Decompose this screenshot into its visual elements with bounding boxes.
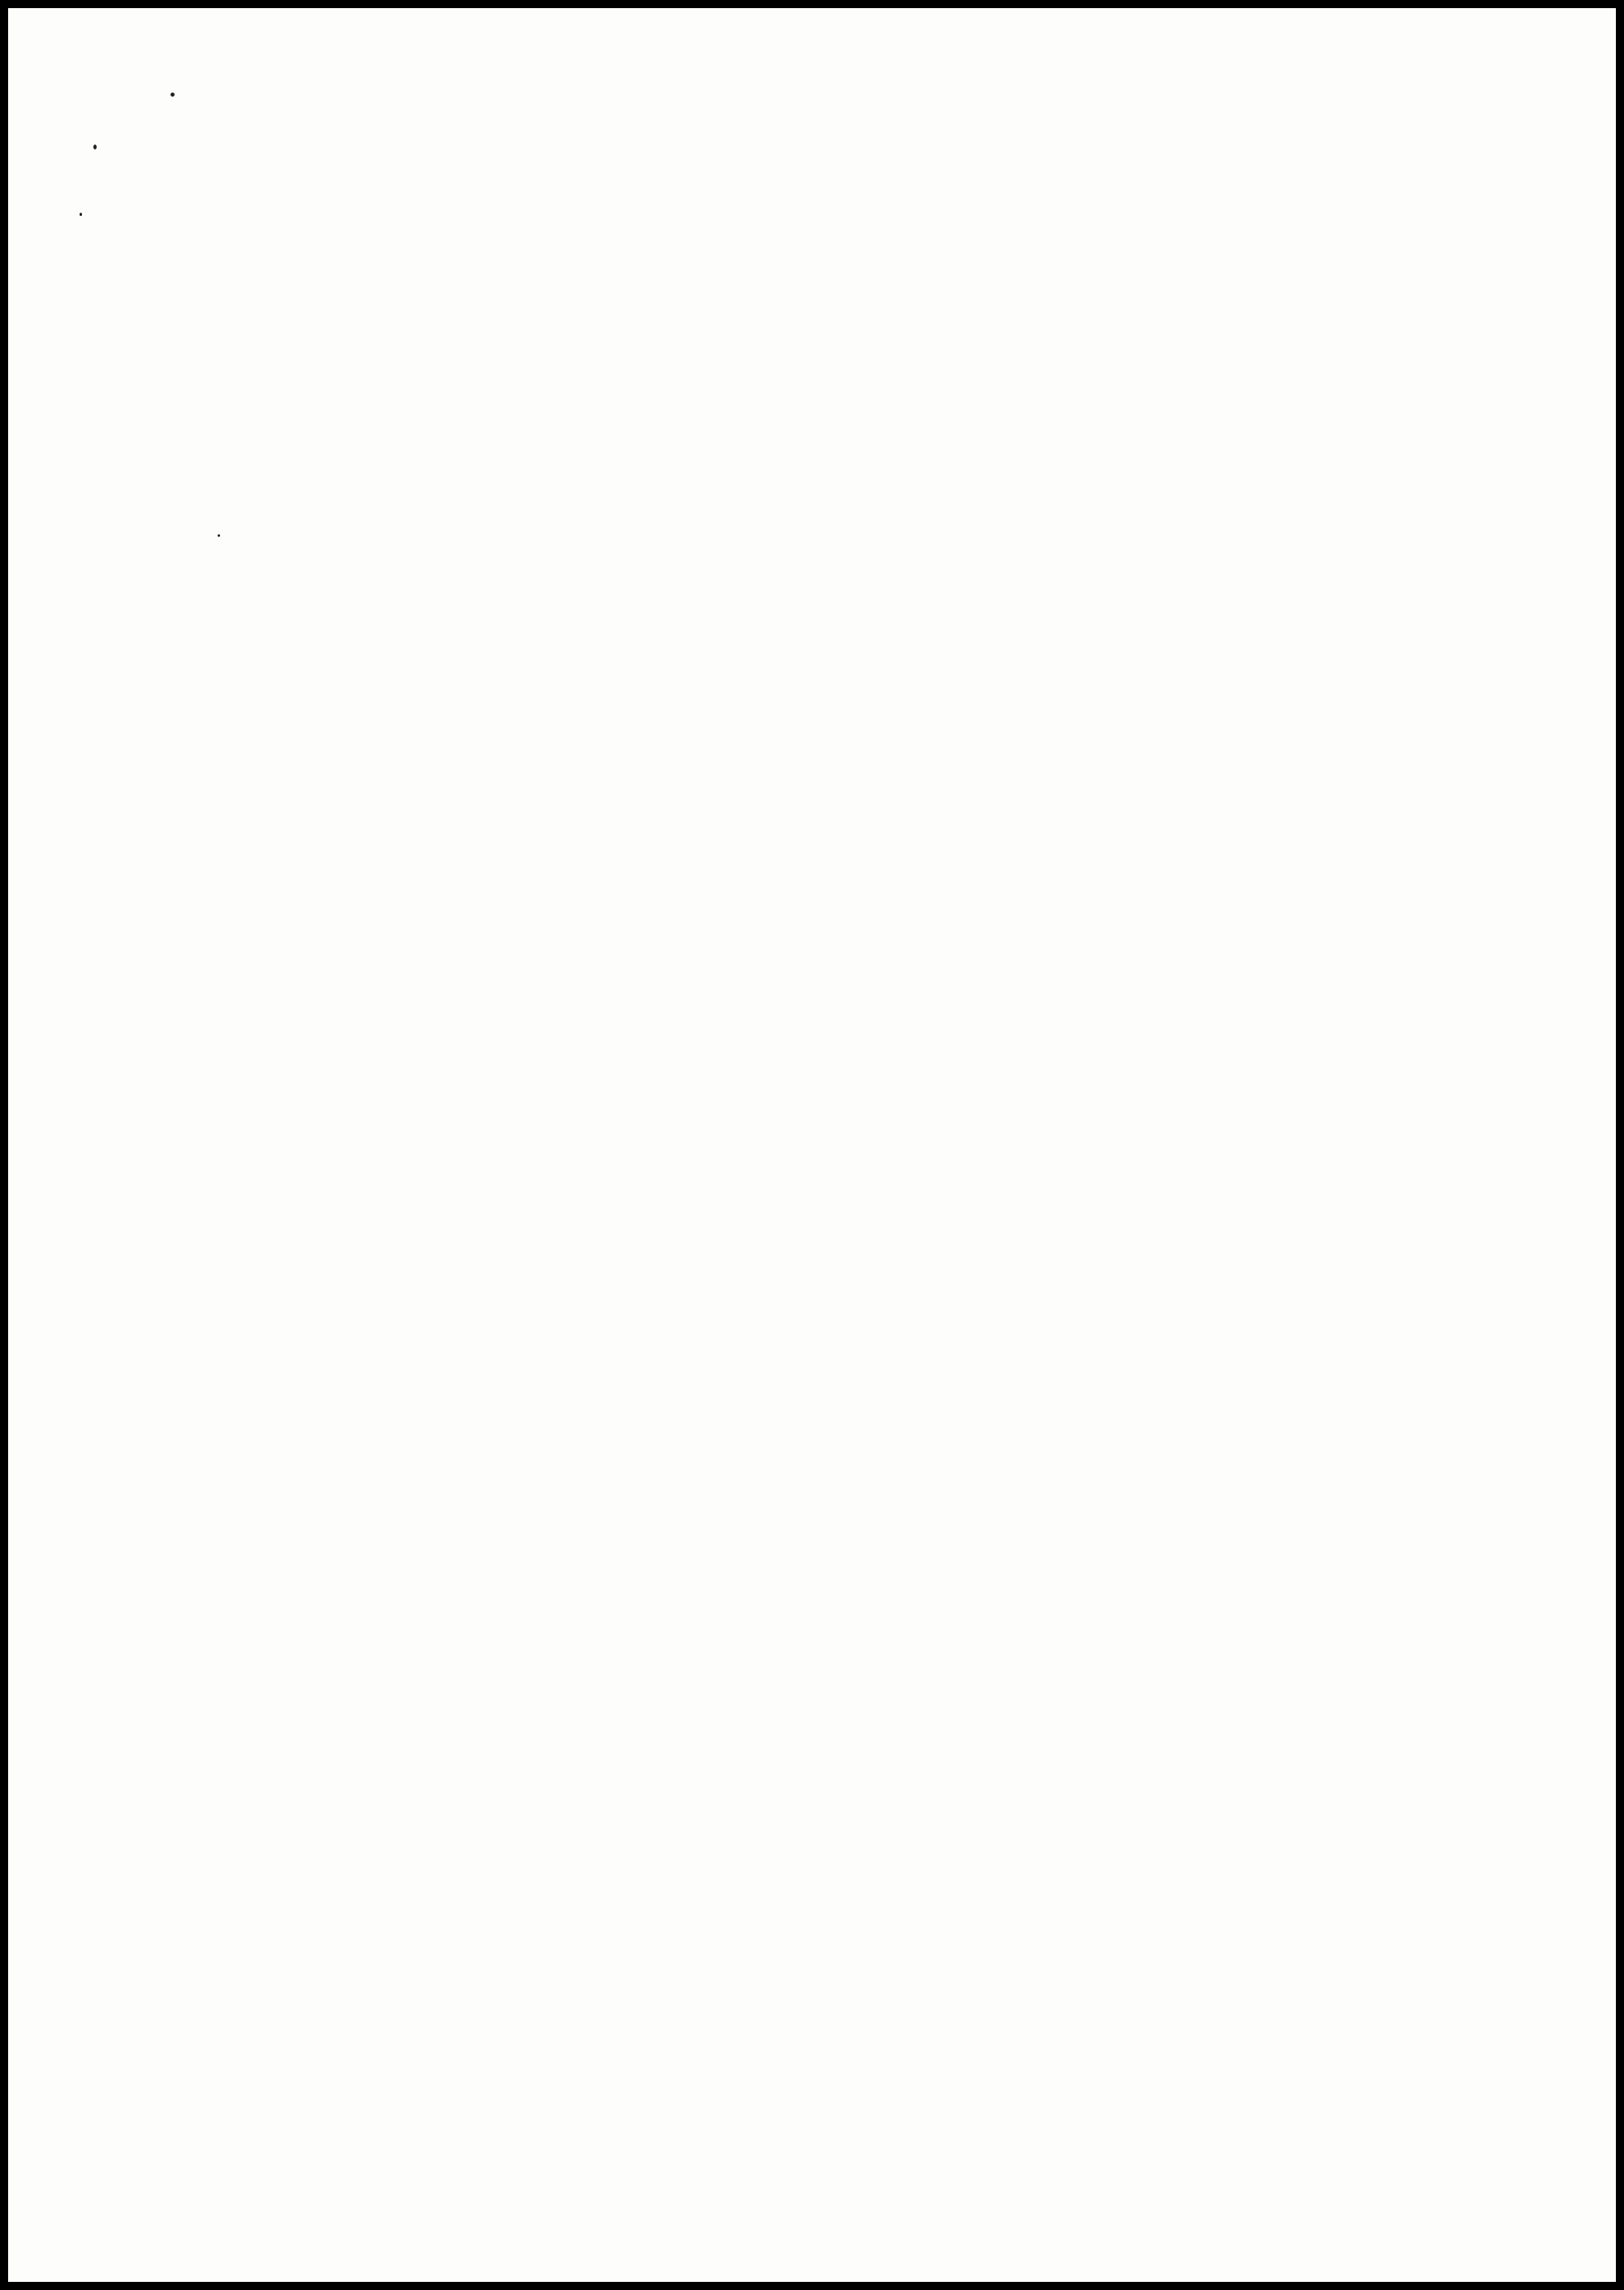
speck-mark <box>171 93 175 97</box>
document-page <box>8 8 1616 2282</box>
speck-mark <box>93 145 97 149</box>
speck-mark <box>80 213 82 216</box>
speck-mark <box>218 534 220 537</box>
